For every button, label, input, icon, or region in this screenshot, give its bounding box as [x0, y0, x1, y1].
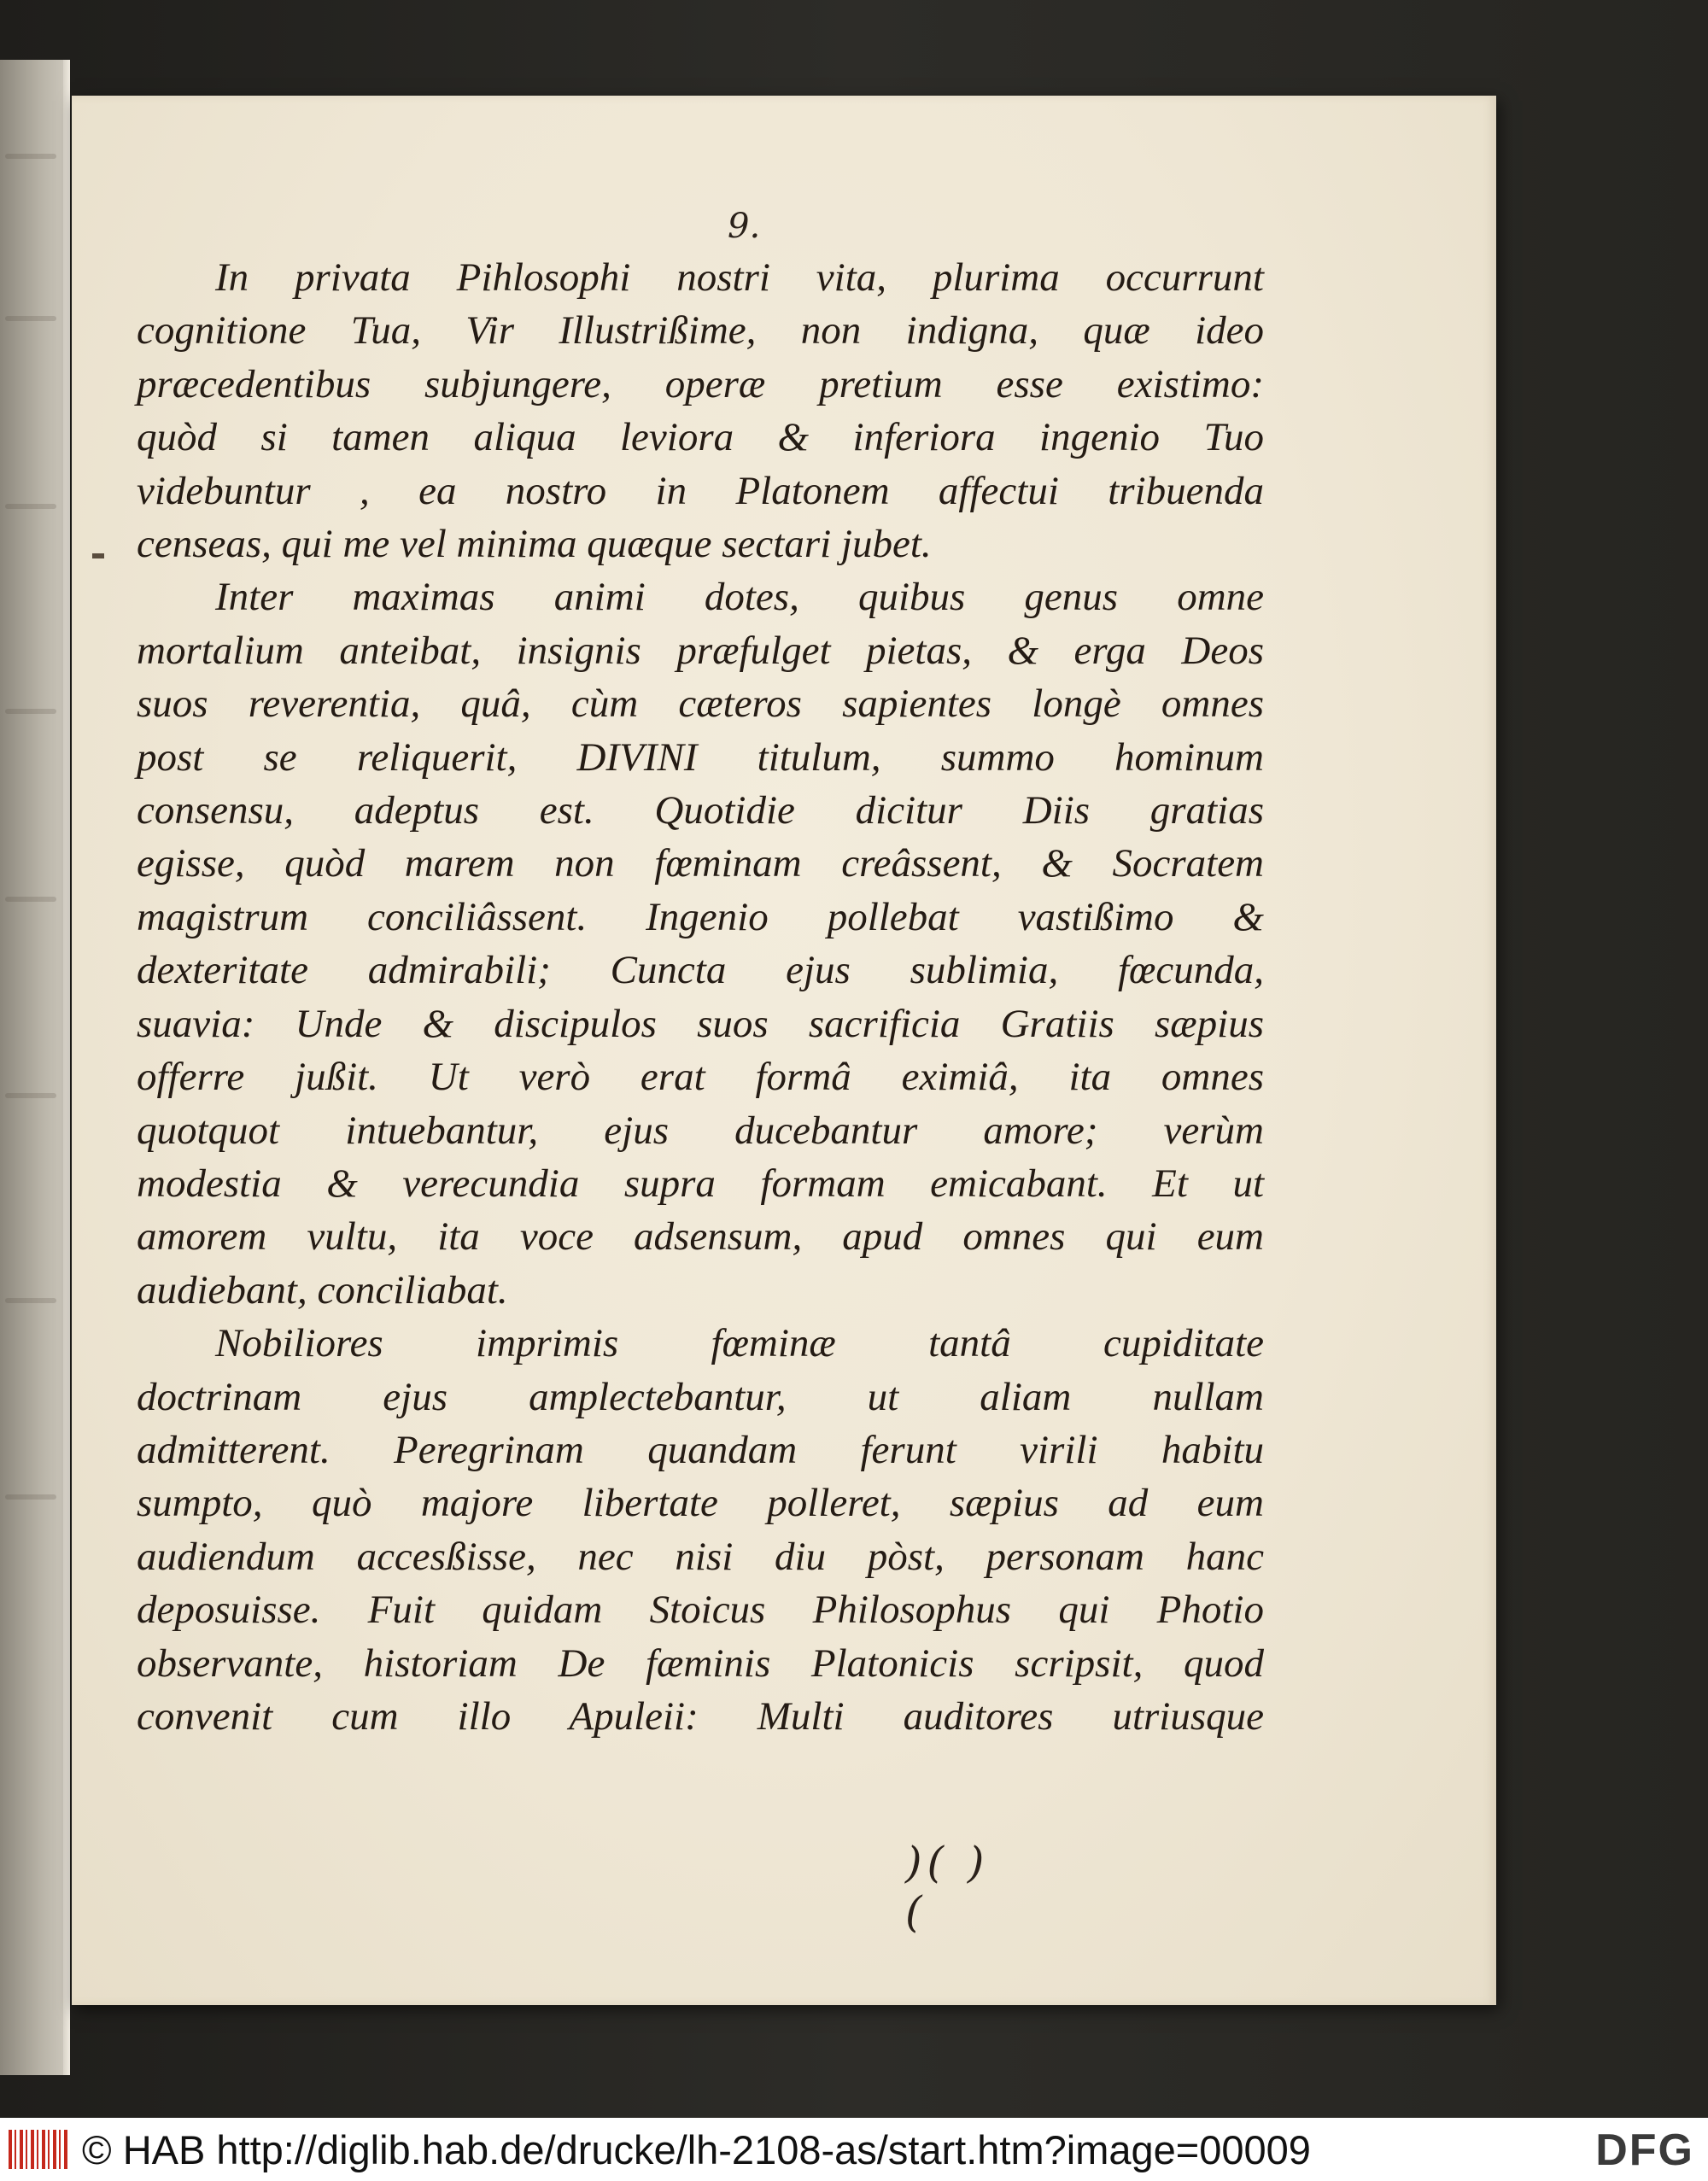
text-line: In privata Pihlosophi nostri vita, plurima occurrunt: [215, 255, 1264, 300]
text-line: mortalium anteibat, insignis præfulget pietas, & erga Deos: [137, 628, 1264, 673]
text-line: sumpto, quò majore libertate polleret, sæpius ad eum: [137, 1481, 1264, 1526]
page-number: 9.: [728, 207, 761, 246]
dfg-logo: DFG: [1595, 2125, 1694, 2175]
text-line: audiendum accesßisse, nec nisi diu pòst, personam hanc: [137, 1534, 1264, 1579]
body-text: [137, 251, 1264, 1743]
footer-bar: [0, 2118, 1708, 2181]
text-line: quòd si tamen aliqua leviora & inferiora ingenio Tuo: [137, 415, 1264, 460]
text-line: Nobiliores imprimis fœminæ tantâ cupiditate: [215, 1321, 1264, 1366]
text-line: audiebant, conciliabat.: [137, 1267, 508, 1313]
text-line: consensu, adeptus est. Quotidie dicitur Diis gratias: [137, 788, 1264, 833]
source-credit: © HAB http://diglib.hab.de/drucke/lh-2108-as/start.htm?image=00009: [82, 2127, 1311, 2172]
margin-mark: [92, 553, 104, 558]
text-line: cognitione Tua, Vir Illustrißime, non indigna, quæ ideo: [137, 308, 1264, 354]
text-line: modestia & verecundia supra formam emicabant. Et ut: [137, 1161, 1264, 1206]
text-line: deposuisse. Fuit quidam Stoicus Philosophus qui Photio: [137, 1588, 1264, 1633]
text-line: præcedentibus subjungere, operæ pretium esse existimo:: [137, 361, 1264, 406]
book-page: [72, 96, 1496, 2005]
text-line: magistrum conciliâssent. Ingenio pollebat vastißimo &: [137, 894, 1264, 939]
text-line: quotquot intuebantur, ejus ducebantur amore; verùm: [137, 1108, 1264, 1153]
barcode-icon: [9, 2130, 68, 2169]
text-line: offerre jußit. Ut verò erat formâ eximiâ, ita omnes: [137, 1055, 1264, 1100]
text-line: dexteritate admirabili; Cuncta ejus sublimia, fœcunda,: [137, 948, 1264, 993]
text-line: convenit cum illo Apuleii: Multi auditores utriusque: [137, 1693, 1264, 1739]
signature-mark: )( )(: [905, 1838, 990, 1937]
paragraph-2: [137, 570, 1264, 1317]
paragraph-1: [137, 251, 1264, 570]
text-line: suavia: Unde & discipulos suos sacrificia Gratiis sæpius: [137, 1001, 1264, 1046]
text-line: egisse, quòd marem non fœminam creâssent, & Socratem: [137, 841, 1264, 886]
paragraph-3: [137, 1317, 1264, 1743]
text-line: admitterent. Peregrinam quandam ferunt virili habitu: [137, 1427, 1264, 1472]
text-line: suos reverentia, quâ, cùm cæteros sapientes longè omnes: [137, 681, 1264, 727]
text-line: amorem vultu, ita voce adsensum, apud omnes qui eum: [137, 1214, 1264, 1260]
text-line: post se reliquerit, DIVINI titulum, summo hominum: [137, 734, 1264, 780]
text-line: Inter maximas animi dotes, quibus genus omne: [215, 575, 1264, 620]
text-line: videbuntur , ea nostro in Platonem affectui tribuenda: [137, 468, 1264, 513]
text-line: observante, historiam De fæminis Platonicis scripsit, quod: [137, 1640, 1264, 1686]
text-line: censeas, qui me vel minima quæque sectari jubet.: [137, 522, 932, 567]
previous-page-edge: [0, 60, 70, 2075]
text-line: doctrinam ejus amplectebantur, ut aliam nullam: [137, 1374, 1264, 1419]
